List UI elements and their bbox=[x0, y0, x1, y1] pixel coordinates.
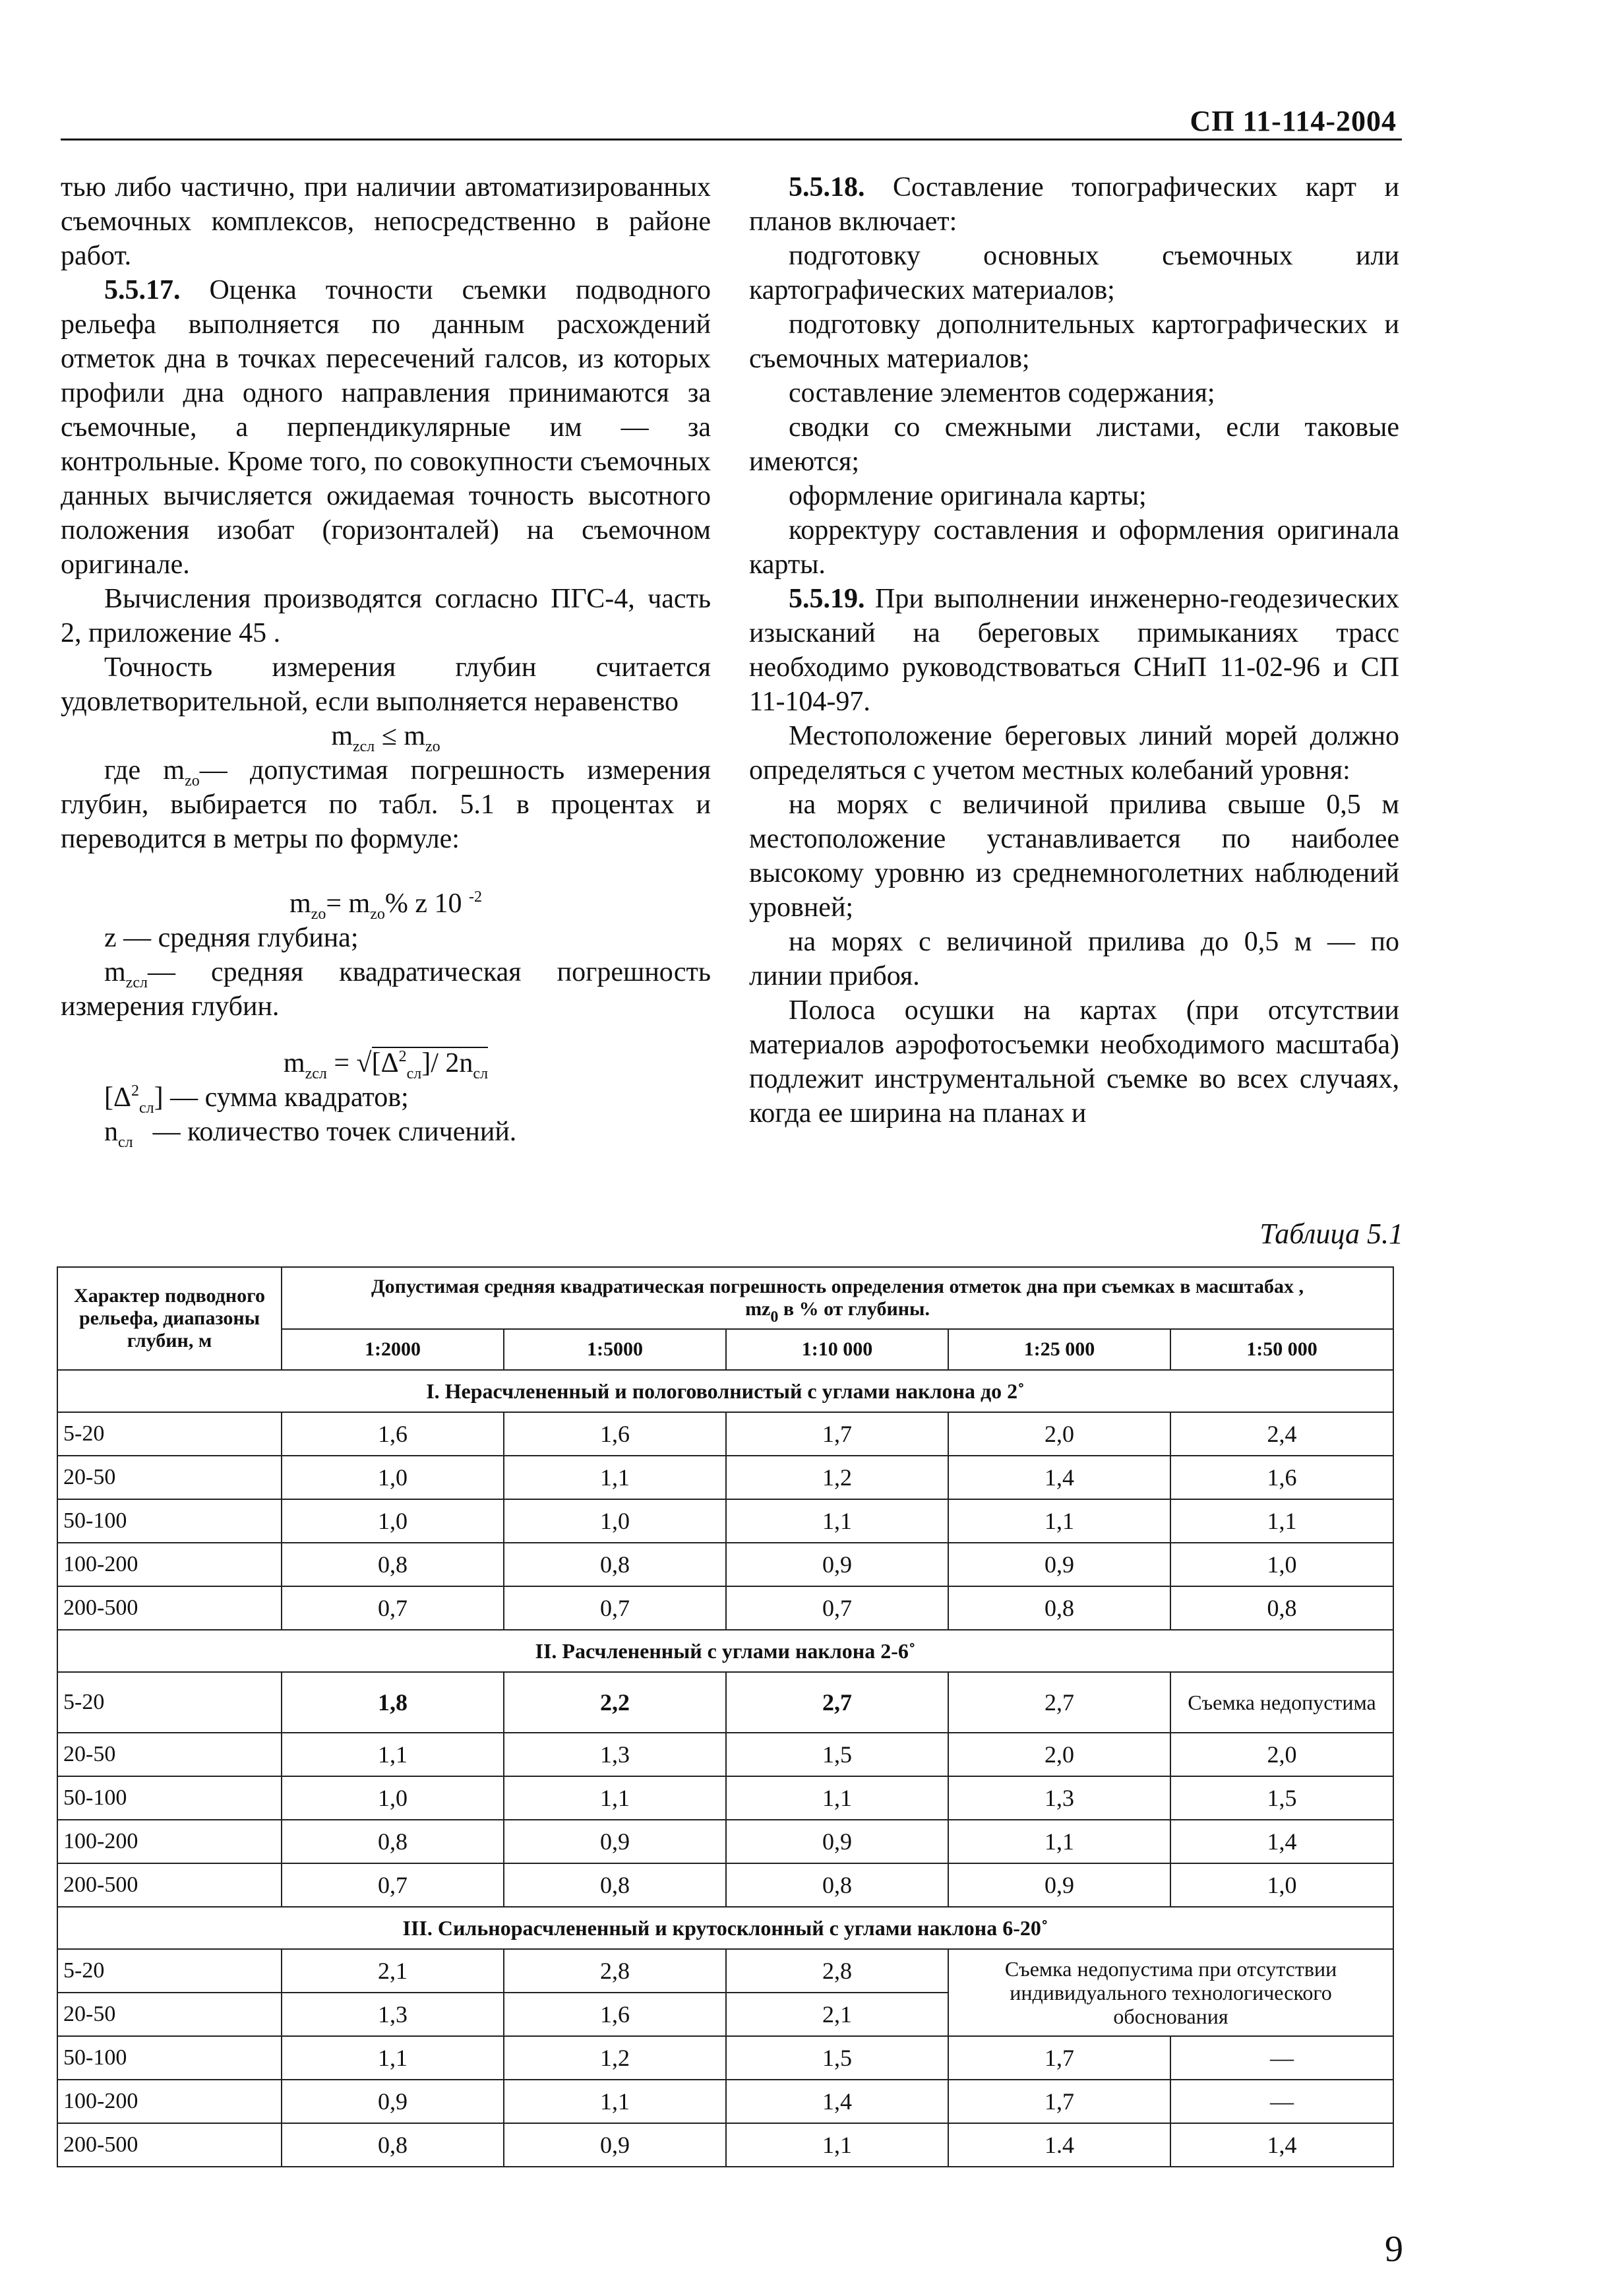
table-row bbox=[57, 1499, 1393, 1543]
value-cell: 1,1 bbox=[504, 2080, 726, 2123]
text: ] — сумма квадратов; bbox=[154, 1082, 409, 1113]
paragraph: на морях с величиной прилива свыше 0,5 м местоположение устанавливается по наиболее высокому уровню из среднемноголетних наблюдений уровней; bbox=[749, 790, 1399, 923]
value-cell: 2,1 bbox=[282, 1949, 504, 1993]
formula-mzo bbox=[61, 886, 711, 921]
header-range: Характер подводного рельефа, диапазоны глубин, м bbox=[57, 1267, 282, 1370]
value-cell: 1,0 bbox=[1170, 1863, 1393, 1907]
text: в % от глубины. bbox=[778, 1298, 930, 1320]
clause-text: Оценка точности съемки подводного рельефа выполняется по данным расхождений отметок дна в точках пересечений галсов, из которых профили дна одного направления принимаются за съемочные, а перпендикулярные им — за контрольные. Кроме того, по совокупности съемочных данных вычисляется ожидаемая точность высотного положения изобат (горизонталей) на съемочном оригинале. bbox=[61, 275, 711, 580]
value-cell: 1,3 bbox=[282, 1993, 504, 2036]
range-cell: 50-100 bbox=[57, 2036, 282, 2080]
value-cell: 2,8 bbox=[504, 1949, 726, 1993]
symbol-m: m bbox=[289, 888, 311, 919]
value-cell: 0,8 bbox=[504, 1863, 726, 1907]
value-cell: 0,7 bbox=[726, 1586, 948, 1630]
value-cell-note: Съемка недопустима bbox=[1170, 1672, 1393, 1733]
left-column bbox=[61, 170, 711, 1149]
value-cell: 2,8 bbox=[726, 1949, 948, 1993]
value-cell: 1,1 bbox=[948, 1820, 1170, 1863]
range-cell: 200-500 bbox=[57, 1863, 282, 1907]
range-cell: 100-200 bbox=[57, 2080, 282, 2123]
section-row bbox=[57, 1370, 1393, 1412]
value-cell: 2,0 bbox=[948, 1412, 1170, 1456]
clause-text: Составление топографических карт и планов включает: bbox=[749, 172, 1399, 237]
text: — допустимая погрешность измерения глубин, выбирается по табл. 5.1 в процентах и переводится в метры по формуле: bbox=[61, 755, 711, 854]
value-cell: 0,8 bbox=[282, 2123, 504, 2167]
merged-note-cell: Съемка недопустима при отсутствии индивидуального технологического обоснования bbox=[948, 1949, 1393, 2036]
value-cell: 0,8 bbox=[504, 1543, 726, 1586]
text: — количество точек сличений. bbox=[152, 1117, 517, 1147]
value-cell: 0,8 bbox=[282, 1820, 504, 1863]
text: % z 10 bbox=[384, 888, 469, 919]
value-cell: 0,8 bbox=[282, 1543, 504, 1586]
text: где m bbox=[104, 755, 185, 786]
definition-mzsl bbox=[61, 955, 711, 1024]
range-cell: 5-20 bbox=[57, 1412, 282, 1456]
text: Допустимая средняя квадратическая погрешность определения отметок дна при съемках в масштабах , bbox=[371, 1276, 1304, 1297]
inequality bbox=[61, 719, 711, 753]
value-cell: 0,9 bbox=[726, 1543, 948, 1586]
range-cell: 20-50 bbox=[57, 1733, 282, 1776]
value-cell: 1,2 bbox=[504, 2036, 726, 2080]
table-row bbox=[57, 1949, 1393, 1993]
list-item: оформление оригинала карты; bbox=[789, 481, 1147, 511]
table-row bbox=[57, 1543, 1393, 1586]
value-cell: 0,9 bbox=[948, 1863, 1170, 1907]
table-row bbox=[57, 1672, 1393, 1733]
value-cell: 2,0 bbox=[948, 1733, 1170, 1776]
value-cell: 2,7 bbox=[726, 1672, 948, 1733]
range-cell: 100-200 bbox=[57, 1543, 282, 1586]
value-cell: 1,0 bbox=[1170, 1543, 1393, 1586]
document-code: СП 11-114-2004 bbox=[1190, 105, 1397, 137]
paragraph: Точность измерения глубин считается удовлетворительной, если выполняется неравенство bbox=[61, 652, 711, 717]
value-cell: 0,8 bbox=[948, 1586, 1170, 1630]
paragraph-5-5-18 bbox=[749, 170, 1399, 239]
scale-header: 1:5000 bbox=[504, 1329, 726, 1370]
value-cell: 0,9 bbox=[282, 2080, 504, 2123]
clause-text: При выполнении инженерно-геодезических изысканий на береговых примыканиях трасс необходимо руководствоваться СНиП 11-02-96 и СП 11-104-97. bbox=[749, 584, 1399, 717]
value-cell: 1,6 bbox=[1170, 1456, 1393, 1499]
value-cell: 0,8 bbox=[1170, 1586, 1393, 1630]
value-cell: 2,1 bbox=[726, 1993, 948, 2036]
value-cell: 1,1 bbox=[504, 1456, 726, 1499]
subscript: zсл bbox=[125, 974, 148, 991]
value-cell: 1,6 bbox=[282, 1412, 504, 1456]
value-cell: 1,3 bbox=[948, 1776, 1170, 1820]
value-cell: 1,4 bbox=[948, 1456, 1170, 1499]
subscript: zо bbox=[185, 772, 200, 790]
table-header-row bbox=[57, 1267, 1393, 1329]
range-cell: 5-20 bbox=[57, 1672, 282, 1733]
value-cell: 0,7 bbox=[282, 1863, 504, 1907]
clause-number: 5.5.17. bbox=[104, 275, 181, 305]
value-cell: 1,1 bbox=[726, 2123, 948, 2167]
value-cell: 0,9 bbox=[726, 1820, 948, 1863]
value-cell: 1,7 bbox=[726, 1412, 948, 1456]
clause-number: 5.5.18. bbox=[789, 172, 865, 202]
value-cell: 1,1 bbox=[948, 1499, 1170, 1543]
definition-delta bbox=[61, 1080, 711, 1115]
value-cell: 0,7 bbox=[504, 1586, 726, 1630]
paragraph-5-5-17 bbox=[61, 273, 711, 582]
relation: ≤ m bbox=[375, 721, 426, 751]
subscript: сл bbox=[473, 1065, 489, 1082]
value-cell: 1,7 bbox=[948, 2080, 1170, 2123]
symbol-m: m bbox=[283, 1048, 305, 1078]
formula-mzsl bbox=[61, 1046, 711, 1080]
list-item: подготовку дополнительных картографических и съемочных материалов; bbox=[749, 309, 1399, 374]
value-cell: 0,9 bbox=[504, 1820, 726, 1863]
value-cell: 2,7 bbox=[948, 1672, 1170, 1733]
table-row bbox=[57, 2036, 1393, 2080]
value-cell: 1,5 bbox=[726, 1733, 948, 1776]
table-row bbox=[57, 1863, 1393, 1907]
value-cell: 0,7 bbox=[282, 1586, 504, 1630]
table-row bbox=[57, 1733, 1393, 1776]
value-cell: 1,3 bbox=[504, 1733, 726, 1776]
list-item: корректуру составления и оформления оригинала карты. bbox=[749, 515, 1399, 580]
text: [Δ bbox=[371, 1048, 399, 1078]
subscript: zсл bbox=[305, 1065, 327, 1082]
header-main bbox=[282, 1267, 1393, 1329]
value-cell: 1,5 bbox=[1170, 1776, 1393, 1820]
value-cell: 1,4 bbox=[726, 2080, 948, 2123]
table-row bbox=[57, 2080, 1393, 2123]
paragraph-definition bbox=[61, 753, 711, 856]
superscript: 2 bbox=[398, 1048, 407, 1065]
text: [Δ bbox=[104, 1082, 131, 1113]
value-cell: 1,1 bbox=[726, 1499, 948, 1543]
radicand bbox=[371, 1047, 489, 1082]
value-cell: 1,0 bbox=[282, 1456, 504, 1499]
subscript: zо bbox=[311, 906, 326, 923]
value-cell: 1,4 bbox=[1170, 2123, 1393, 2167]
paragraph: Полоса осушки на картах (при отсутствии материалов аэрофотосъемки необходимого масштаба) подлежит инструментальной съемке во всех случаях, когда ее ширина на планах и bbox=[749, 995, 1399, 1129]
section-title: II. Расчлененный с углами наклона 2-6˚ bbox=[57, 1630, 1393, 1672]
value-cell: 1,1 bbox=[282, 1733, 504, 1776]
value-cell: 1,7 bbox=[948, 2036, 1170, 2080]
value-cell: 1,4 bbox=[1170, 1820, 1393, 1863]
table-row bbox=[57, 1412, 1393, 1456]
text: = m bbox=[326, 888, 371, 919]
clause-number: 5.5.19. bbox=[789, 584, 865, 614]
accuracy-table bbox=[57, 1266, 1394, 2167]
subscript: zо bbox=[425, 738, 440, 755]
list-item: сводки со смежными листами, если таковые имеются; bbox=[749, 412, 1399, 477]
value-cell: 1,6 bbox=[504, 1412, 726, 1456]
section-row bbox=[57, 1907, 1393, 1949]
value-cell: 1,1 bbox=[726, 1776, 948, 1820]
subscript: zсл bbox=[353, 738, 375, 755]
range-cell: 20-50 bbox=[57, 1456, 282, 1499]
list-item: подготовку основных съемочных или картографических материалов; bbox=[749, 241, 1399, 305]
scale-header: 1:25 000 bbox=[948, 1329, 1170, 1370]
table-row bbox=[57, 1456, 1393, 1499]
value-cell: 2,2 bbox=[504, 1672, 726, 1733]
value-cell: 1.4 bbox=[948, 2123, 1170, 2167]
definition-z: z — средняя глубина; bbox=[104, 923, 359, 953]
table-caption: Таблица 5.1 bbox=[1259, 1218, 1403, 1250]
symbol-m: m bbox=[331, 721, 353, 751]
text: — средняя квадратическая погрешность измерения глубин. bbox=[61, 957, 711, 1022]
table-row bbox=[57, 1776, 1393, 1820]
header-rule bbox=[61, 139, 1402, 140]
value-cell: 2,4 bbox=[1170, 1412, 1393, 1456]
value-cell: 0,9 bbox=[504, 2123, 726, 2167]
subscript: сл bbox=[139, 1100, 154, 1117]
value-cell: 1,0 bbox=[504, 1499, 726, 1543]
superscript: -2 bbox=[468, 888, 482, 906]
page-number: 9 bbox=[1385, 2229, 1403, 2270]
value-cell: 2,0 bbox=[1170, 1733, 1393, 1776]
value-cell: 1,6 bbox=[504, 1993, 726, 2036]
value-cell: — bbox=[1170, 2036, 1393, 2080]
scale-header: 1:50 000 bbox=[1170, 1329, 1393, 1370]
superscript: 2 bbox=[131, 1082, 139, 1100]
range-cell: 200-500 bbox=[57, 1586, 282, 1630]
range-cell: 5-20 bbox=[57, 1949, 282, 1993]
value-cell: — bbox=[1170, 2080, 1393, 2123]
value-cell: 1,0 bbox=[282, 1499, 504, 1543]
scale-header: 1:2000 bbox=[282, 1329, 504, 1370]
symbol-n: n bbox=[104, 1117, 118, 1147]
subscript: zо bbox=[370, 906, 385, 923]
section-row bbox=[57, 1630, 1393, 1672]
range-cell: 50-100 bbox=[57, 1499, 282, 1543]
value-cell: 1,2 bbox=[726, 1456, 948, 1499]
paragraph: на морях с величиной прилива до 0,5 м — по линии прибоя. bbox=[749, 927, 1399, 991]
paragraph-5-5-19 bbox=[749, 582, 1399, 719]
section-title: I. Нерасчлененный и пологоволнистый с углами наклона до 2˚ bbox=[57, 1370, 1393, 1412]
range-cell: 100-200 bbox=[57, 1820, 282, 1863]
table-row bbox=[57, 2123, 1393, 2167]
value-cell: 0,9 bbox=[948, 1543, 1170, 1586]
subscript: сл bbox=[118, 1134, 133, 1151]
range-cell: 200-500 bbox=[57, 2123, 282, 2167]
value-cell: 1,5 bbox=[726, 2036, 948, 2080]
value-cell: 1,0 bbox=[282, 1776, 504, 1820]
list-item: составление элементов содержания; bbox=[789, 378, 1215, 408]
scale-header: 1:10 000 bbox=[726, 1329, 948, 1370]
range-cell: 20-50 bbox=[57, 1993, 282, 2036]
symbol-m: m bbox=[104, 957, 126, 987]
text: = √ bbox=[326, 1048, 372, 1078]
right-column bbox=[749, 170, 1399, 1131]
paragraph: Вычисления производятся согласно ПГС-4, часть 2, приложение 45 . bbox=[61, 584, 711, 648]
subscript: сл bbox=[406, 1065, 422, 1082]
value-cell: 1,1 bbox=[282, 2036, 504, 2080]
value-cell: 1,1 bbox=[504, 1776, 726, 1820]
value-cell: 1,8 bbox=[282, 1672, 504, 1733]
text: ]/ 2n bbox=[421, 1048, 473, 1078]
subscript: 0 bbox=[770, 1309, 779, 1326]
text: mz bbox=[745, 1298, 771, 1320]
value-cell: 1,1 bbox=[1170, 1499, 1393, 1543]
range-cell: 50-100 bbox=[57, 1776, 282, 1820]
paragraph: тью либо частично, при наличии автоматизированных съемочных комплексов, непосредственно в районе работ. bbox=[61, 172, 711, 271]
paragraph: Местоположение береговых линий морей должно определяться с учетом местных колебаний уровня: bbox=[749, 721, 1399, 786]
table-row bbox=[57, 1586, 1393, 1630]
value-cell: 0,8 bbox=[726, 1863, 948, 1907]
definition-n bbox=[61, 1115, 711, 1149]
table-row bbox=[57, 1820, 1393, 1863]
section-title: III. Сильнорасчлененный и крутосклонный с углами наклона 6-20˚ bbox=[57, 1907, 1393, 1949]
